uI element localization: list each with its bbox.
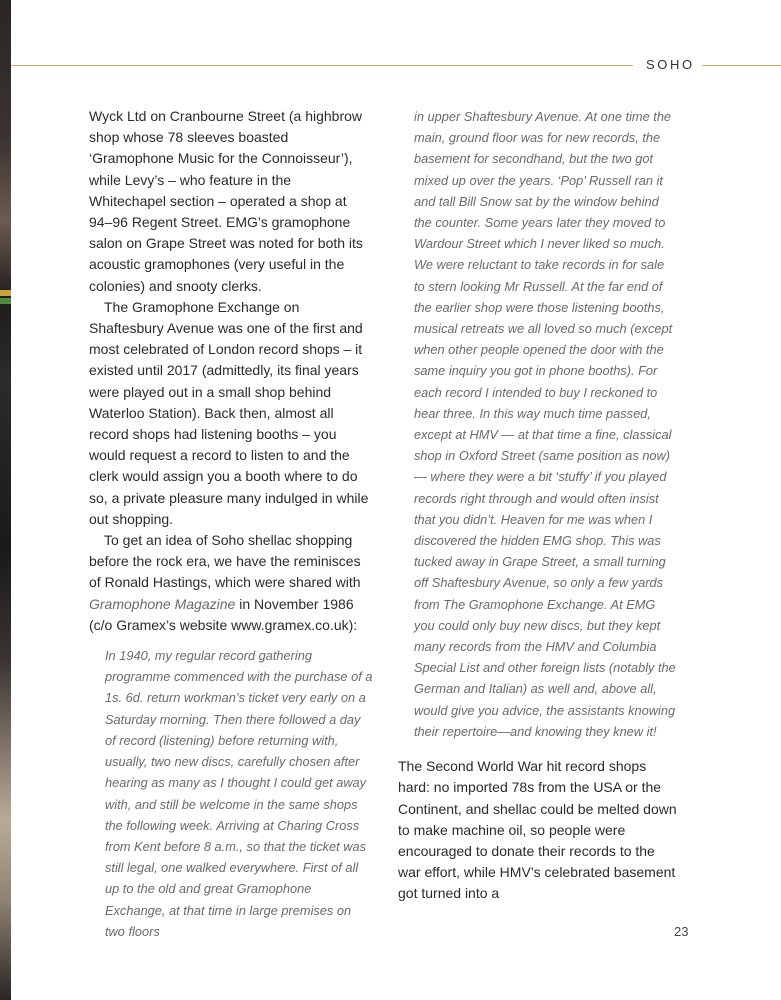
block-quote: In 1940, my regular record gathering programme commenced with the purchase of a 1s. 6d. return workman’s ticket very early on a Saturday morning. Then there followed a day of record (listening) before returning with, usually, two new discs, carefully chosen after hearing as many as I thought I could get away with, and still be welcome in the same shops the following week. Arriving at Charing Cross from Kent before 8 a.m., so that the ticket was still legal, one walked everywhere. First of all up to the old and great Gramophone Exchange, at that time in large premises on two floors: [105, 648, 373, 939]
page-number: 23: [674, 924, 689, 939]
block-quote-continued: in upper Shaftesbury Avenue. At one time the main, ground floor was for new records, the basement for secondhand, but the two got mixed up over the years. ‘Pop’ Russell ran it and tall Bill Snow sat by the window behind the counter. Some years later they moved to Wardour Street which I never liked so much. We were reluctant to take records in for sale to stern looking Mr Russell. At the far end of the earlier shop were those listening booths, musical retreats we all loved so much (except when other people opened the door with the same inquiry you got in phone booths). For each record I intended to buy I reckoned to hear three. In this way much time passed, except at HMV — at that time a fine, classical shop in Oxford Street (same position as now) — where they were a bit ‘stuffy’ if you played records right through and would often insist that you didn’t. Heaven for me was when I discovered the hidden EMG shop. This was tucked away in Grape Street, a small turning off Shaftesbury Avenue, so only a few yards from The Gramophone Exchange. At EMG you could only buy new discs, but they kept many records from the HMV and Columbia Special List and other foreign lists (notably the German and Italian) as well and, above all, would give you advice, the assistants knowing their repertoire—and knowing they knew it!: [414, 109, 676, 739]
paragraph-text: in November 1986 (c/o Gramex’s website www.gramex.co.uk):: [89, 595, 358, 633]
section-label: SOHO: [646, 57, 695, 72]
paragraph-soho-shellac: [89, 530, 371, 636]
left-column: [89, 106, 371, 942]
magazine-title: Gramophone Magazine: [89, 595, 236, 612]
photo-edge-detail: [0, 290, 11, 296]
right-column: [398, 106, 680, 905]
paragraph-second-world-war: The Second World War hit record shops hard: no imported 78s from the USA or the Continent, and shellac could be melted down to make machine oil, so people were encouraged to donate their records to the war effort, while HMV’s celebrated basement got turned into a: [398, 758, 677, 902]
paragraph-gramophone-exchange: The Gramophone Exchange on Shaftesbury Avenue was one of the first and most celebrated of London record shops – it existed until 2017 (admittedly, its final years were played out in a small shop behind Waterloo Station). Back then, almost all record shops had listening booths – you would request a record to listen to and the clerk would assign you a booth where to do so, a private pleasure many indulged in while out shopping.: [89, 298, 369, 527]
paragraph-cranbourne: Wyck Ltd on Cranbourne Street (a highbrow shop whose 78 sleeves boasted ‘Gramophone Music for the Connoisseur’), while Levy’s – who feature in the Whitechapel section – operated a shop at 94–96 Regent Street. EMG’s gramophone salon on Grape Street was noted for both its acoustic gramophones (very useful in the colonies) and snooty clerks.: [89, 108, 363, 294]
photo-edge-strip: [0, 0, 11, 1000]
paragraph-text: To get an idea of Soho shellac shopping before the rock era, we have the reminisces of Ronald Hastings, which were shared with: [89, 532, 361, 591]
photo-edge-detail: [0, 298, 11, 304]
header-rule-left: [11, 65, 633, 66]
header-rule-right: [702, 65, 781, 66]
